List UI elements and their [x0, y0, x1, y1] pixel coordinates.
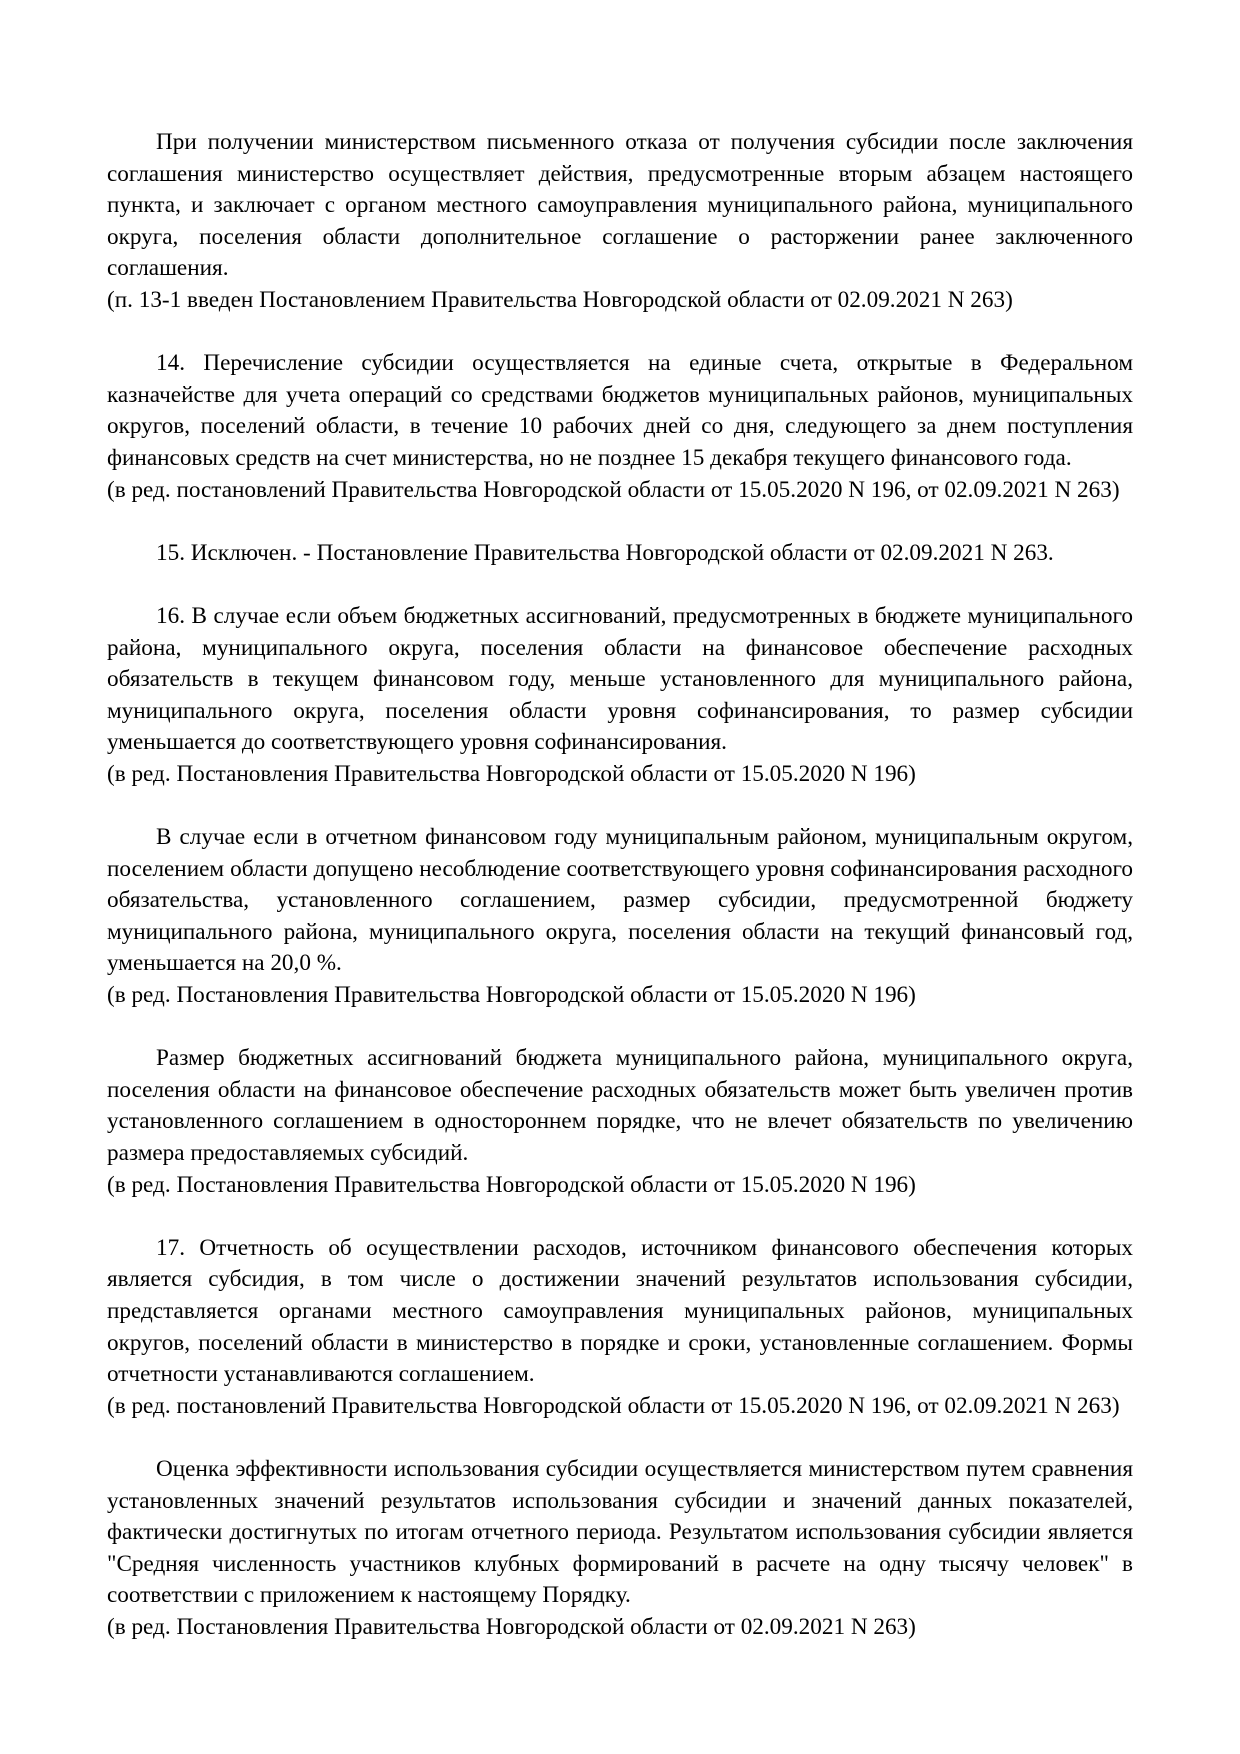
paragraph-spacer: [107, 1422, 1133, 1454]
amendment-note-16: (в ред. Постановления Правительства Новгородской области от 15.05.2020 N 196): [107, 760, 916, 787]
paragraph-16-body: 16. В случае если объем бюджетных ассигнований, предусмотренных в бюджете муниципального района, муниципального округа, поселения области на финансовое обеспечение расходных обязательств в текущем финансовом году, меньше установленного для муниципального района, муниципального округа, поселения области уровня софинансирования, то размер субсидии уменьшается до соответствующего уровня софинансирования.: [107, 602, 1133, 756]
paragraph-spacer: [107, 569, 1133, 601]
amendment-note-14: (в ред. постановлений Правительства Новгородской области от 15.05.2020 N 196, от 02.09.2021 N 263): [107, 476, 1120, 503]
amendment-note-16a: (в ред. Постановления Правительства Новгородской области от 15.05.2020 N 196): [107, 982, 916, 1009]
amendment-note-17: (в ред. постановлений Правительства Новгородской области от 15.05.2020 N 196, от 02.09.2021 N 263): [107, 1392, 1120, 1419]
paragraph-15-body: 15. Исключен. - Постановление Правительства Новгородской области от 02.09.2021 N 263.: [156, 539, 1054, 566]
amendment-note-17a: (в ред. Постановления Правительства Новгородской области от 02.09.2021 N 263): [107, 1613, 916, 1640]
paragraph-17-body: 17. Отчетность об осуществлении расходов, источником финансового обеспечения которых является субсидия, в том числе о достижении значений результатов использования субсидии, представляется органами местного самоуправления муниципальных районов, муниципальных округов, поселений области в министерство в порядке и сроки, установленные соглашением. Формы отчетности устанавливаются соглашением.: [107, 1234, 1133, 1388]
paragraph-14-body: 14. Перечисление субсидии осуществляется на единые счета, открытые в Федеральном казначействе для учета операций со средствами бюджетов муниципальных районов, муниципальных округов, поселений области, в течение 10 рабочих дней со дня, следующего за днем поступления финансовых средств на счет министерства, но не позднее 15 декабря текущего финансового года.: [107, 350, 1133, 471]
paragraph-spacer: [107, 790, 1133, 822]
amendment-note-16b: (в ред. Постановления Правительства Новгородской области от 15.05.2020 N 196): [107, 1171, 916, 1198]
paragraph-17a-body: Оценка эффективности использования субсидии осуществляется министерством путем сравнения установленных значений результатов использования субсидии и значений данных показателей, фактически достигнутых по итогам отчетного периода. Результатом использования субсидии является "Средняя численность участников клубных формирований в расчете на одну тысячу человек" в соответствии с приложением к настоящему Порядку.: [107, 1455, 1133, 1609]
paragraph-16b-body: Размер бюджетных ассигнований бюджета муниципального района, муниципального округа, поселения области на финансовое обеспечение расходных обязательств может быть увеличен против установленного соглашением в одностороннем порядке, что не влечет обязательств по увеличению размера предоставляемых субсидий.: [107, 1045, 1133, 1166]
paragraph-16a-body: В случае если в отчетном финансовом году муниципальным районом, муниципальным округом, поселением области допущено несоблюдение соответствующего уровня софинансирования расходного обязательства, установленного соглашением, размер субсидии, предусмотренной бюджету муниципального района, муниципального округа, поселения области на текущий финансовый год, уменьшается на 20,0 %.: [107, 824, 1133, 977]
paragraph-spacer: [107, 1012, 1133, 1044]
paragraph-spacer: [107, 1201, 1133, 1233]
paragraph-spacer: [107, 506, 1133, 538]
amendment-note-13-1: (п. 13-1 введен Постановлением Правительства Новгородской области от 02.09.2021 N 263): [107, 286, 1013, 313]
paragraph-13-1-body: При получении министерством письменного отказа от получения субсидии после заключения соглашения министерство осуществляет действия, предусмотренные вторым абзацем настоящего пункта, и заключает с органом местного самоуправления муниципального района, муниципального округа, поселения области дополнительное соглашение о расторжении ранее заключенного соглашения.: [107, 129, 1133, 282]
document-text-column: [107, 127, 1133, 1644]
paragraph-spacer: [107, 317, 1133, 349]
